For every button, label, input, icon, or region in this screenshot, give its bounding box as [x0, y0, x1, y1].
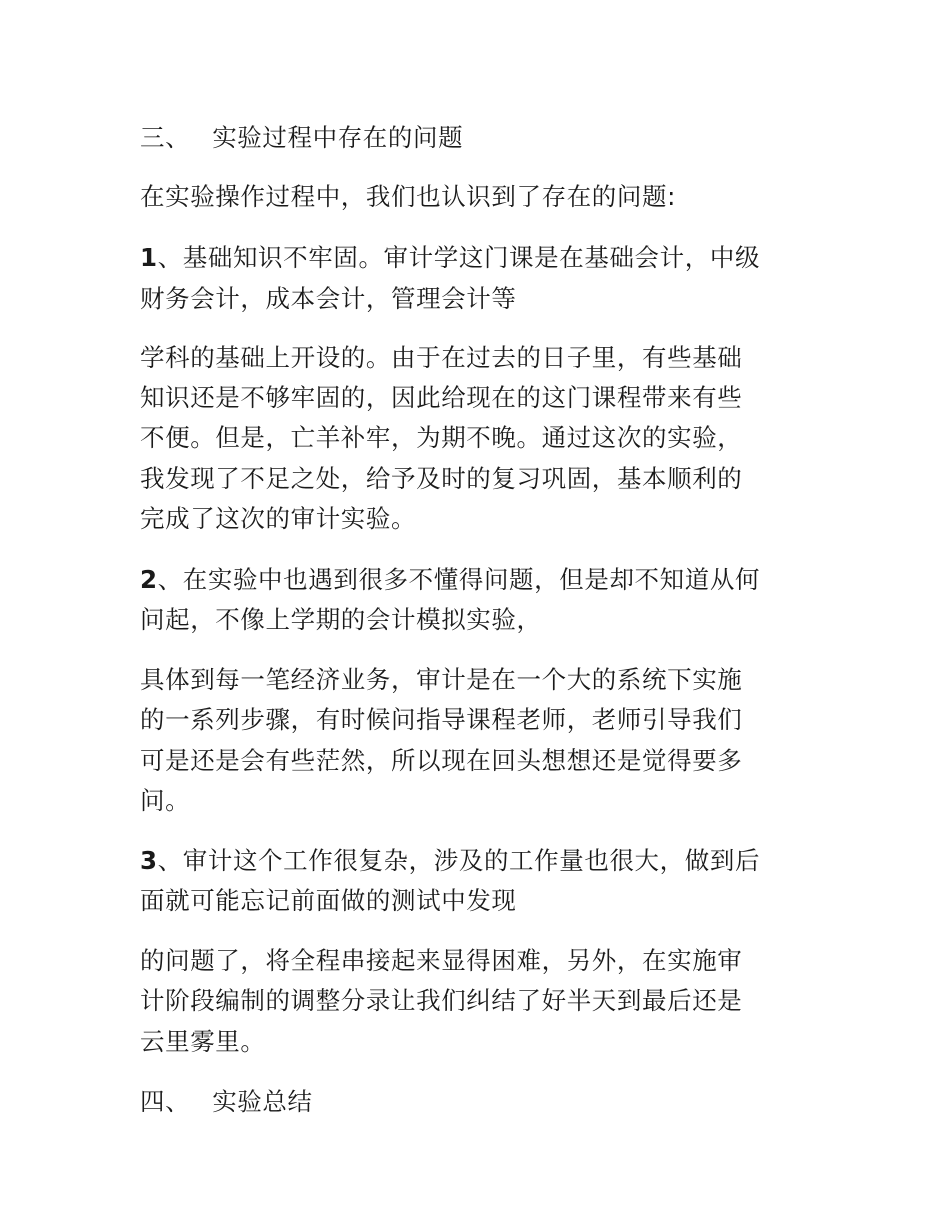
item-3-cont-line-1: 的问题了，将全程串接起来显得困难，另外，在实施审 [140, 946, 743, 975]
item-text: 、在实验中也遇到很多不懂得问题，但是却不知道从何 [157, 565, 761, 594]
item-2-cont-line-1: 具体到每一笔经济业务，审计是在一个大的系统下实施 [140, 665, 743, 694]
item-1-cont-line-2: 知识还是不够牢固的，因此给现在的这门课程带来有些 [140, 383, 743, 412]
item-1-line-1 [140, 238, 760, 278]
item-number: 1 [140, 243, 158, 272]
item-1-cont-line-5: 完成了这次的审计实验。 [140, 504, 417, 533]
item-number: 2 [140, 565, 158, 594]
section-title: 实验总结 [212, 1087, 313, 1116]
item-3-line-1 [140, 841, 760, 881]
section-number: 四、 [140, 1087, 191, 1116]
item-3-line-2: 面就可能忘记前面做的测试中发现 [140, 886, 517, 915]
item-number: 3 [140, 846, 158, 875]
item-2-line-2: 问起，不像上学期的会计模拟实验， [140, 605, 542, 634]
item-3-cont-line-2: 计阶段编制的调整分录让我们纠结了好半天到最后还是 [140, 986, 743, 1015]
item-1-line-2: 财务会计，成本会计，管理会计等 [140, 284, 517, 313]
intro-paragraph: 在实验操作过程中，我们也认识到了存在的问题: [140, 182, 676, 211]
item-2-cont-line-2: 的一系列步骤，有时候问指导课程老师，老师引导我们 [140, 705, 743, 734]
item-3-cont-line-3: 云里雾里。 [140, 1027, 266, 1056]
item-text: 、审计这个工作很复杂，涉及的工作量也很大，做到后 [157, 846, 761, 875]
item-1-cont-line-1: 学科的基础上开设的。由于在过去的日子里，有些基础 [140, 343, 743, 372]
item-1-cont-line-4: 我发现了不足之处，给予及时的复习巩固，基本顺利的 [140, 464, 743, 493]
section-heading-4 [140, 1082, 313, 1122]
item-text: 、基础知识不牢固。审计学这门课是在基础会计，中级 [157, 243, 761, 272]
section-title: 实验过程中存在的问题 [212, 123, 464, 152]
item-2-cont-line-3: 可是还是会有些茫然，所以现在回头想想还是觉得要多 [140, 746, 743, 775]
section-number: 三、 [140, 123, 191, 152]
document-page [140, 0, 820, 1230]
item-2-cont-line-4: 问。 [140, 786, 191, 815]
item-2-line-1 [140, 560, 760, 600]
section-heading-3 [140, 118, 463, 158]
item-1-cont-line-3: 不便。但是，亡羊补牢，为期不晚。通过这次的实验， [140, 423, 743, 452]
